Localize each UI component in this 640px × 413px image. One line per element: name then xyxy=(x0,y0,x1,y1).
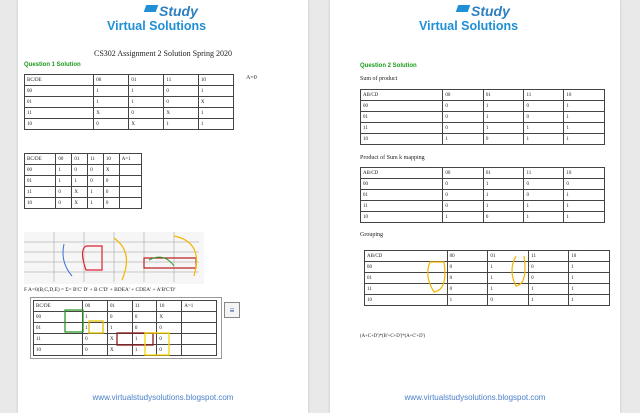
kmap-row xyxy=(25,119,234,130)
kmap-row xyxy=(361,112,605,123)
kmap-cell: 0 xyxy=(443,112,484,123)
kmap-cell: 1 xyxy=(198,86,233,97)
handwritten-kmap-photo xyxy=(30,297,222,359)
kmap-header-cell: 00 xyxy=(94,75,129,86)
kmap-cell: 1 xyxy=(94,97,129,108)
kmap-cell: 1 xyxy=(72,176,88,187)
kmap-header-cell: 10 xyxy=(157,301,182,312)
kmap-row-label: 11 xyxy=(365,284,448,295)
kmap-cell: X xyxy=(157,312,182,323)
kmap-row xyxy=(25,108,234,119)
kmap-row-label: 00 xyxy=(361,179,443,190)
kmap-row-label: 00 xyxy=(34,312,83,323)
kmap-header-cell: 00 xyxy=(443,168,484,179)
kmap-cell: 0 xyxy=(157,334,182,345)
kmap-row xyxy=(361,123,605,134)
kmap-cell: 0 xyxy=(164,86,198,97)
kmap-cell: 1 xyxy=(129,97,164,108)
kmap-cell: 1 xyxy=(524,134,564,145)
kmap-header-cell: BC/DE xyxy=(25,154,56,165)
kmap-cell: 1 xyxy=(564,134,605,145)
logo-study-text: Study xyxy=(159,3,198,19)
kmap-cell: 1 xyxy=(564,101,605,112)
kmap-row-label: 10 xyxy=(361,212,443,223)
kmap-cell: 1 xyxy=(56,176,72,187)
kmap-cell: 0 xyxy=(94,119,129,130)
kmap-cell: 1 xyxy=(443,134,484,145)
kmap-header-cell: 11 xyxy=(524,90,564,101)
kmap-header-cell: 01 xyxy=(129,75,164,86)
kmap-cell: 0 xyxy=(72,165,88,176)
kmap-cell: 0 xyxy=(524,112,564,123)
kmap-cell: 1 xyxy=(524,123,564,134)
kmap-row-label: 10 xyxy=(25,119,94,130)
kmap-cell: 1 xyxy=(564,190,605,201)
kmap-row-label: 01 xyxy=(25,97,94,108)
kmap-row-label: 11 xyxy=(361,201,443,212)
kmap-cell: 1 xyxy=(564,112,605,123)
kmap-cell: 1 xyxy=(83,312,108,323)
product-of-sum-label: Product of Sum k mapping xyxy=(360,155,425,161)
kmap-cell: 0 xyxy=(88,176,104,187)
kmap-cell: X xyxy=(72,198,88,209)
kmap-cell: 0 xyxy=(443,123,484,134)
kmap-cell: 1 xyxy=(483,201,524,212)
brand-logo xyxy=(415,3,535,41)
kmap-header-cell: 10 xyxy=(103,154,119,165)
kmap-cell: 0 xyxy=(56,198,72,209)
kmap-row-label: 01 xyxy=(361,190,443,201)
kmap-row xyxy=(25,97,234,108)
kmap-cell: 0 xyxy=(564,179,605,190)
kmap-cell xyxy=(119,165,141,176)
kmap-cell: 1 xyxy=(569,273,610,284)
kmap-cell: 0 xyxy=(447,273,488,284)
question-1-heading: Question 1 Solution xyxy=(24,62,81,68)
sum-of-product-label: Sum of product xyxy=(360,76,398,82)
kmap-header-cell: AB/CD xyxy=(361,90,443,101)
kmap-row-label: 01 xyxy=(25,176,56,187)
kmap-cell xyxy=(119,198,141,209)
kmap-cell: 0 xyxy=(83,334,108,345)
kmap-cell: 1 xyxy=(564,123,605,134)
kmap-cell: 0 xyxy=(157,323,182,334)
kmap-header-cell: 11 xyxy=(164,75,198,86)
kmap-header-cell: 10 xyxy=(564,90,605,101)
kmap-row-label: 00 xyxy=(25,165,56,176)
kmap-cell: 1 xyxy=(564,201,605,212)
kmap-cell: 0 xyxy=(157,345,182,356)
kmap-cell: 1 xyxy=(129,86,164,97)
kmap-cell: 1 xyxy=(483,123,524,134)
kmap-header-cell: 10 xyxy=(569,251,610,262)
kmap-cell: X xyxy=(108,345,133,356)
graduation-cap-icon xyxy=(456,5,471,12)
kmap-row-label: 00 xyxy=(25,86,94,97)
kmap-cell: 0 xyxy=(443,190,484,201)
kmap-cell: 1 xyxy=(132,345,156,356)
kmap-header-cell: 11 xyxy=(529,251,569,262)
document-page-2 xyxy=(330,0,620,413)
kmap-cell: 1 xyxy=(564,212,605,223)
kmap-cell: X xyxy=(72,187,88,198)
kmap-row xyxy=(25,187,142,198)
kmap-cell: 0 xyxy=(132,323,156,334)
kmap-cell: 1 xyxy=(447,295,488,306)
kmap-cell: 1 xyxy=(443,212,484,223)
logo-study-text: Study xyxy=(471,3,510,19)
kmap-header-cell: A=1 xyxy=(182,301,217,312)
kmap-cell: 0 xyxy=(103,176,119,187)
kmap-row-label: 10 xyxy=(365,295,448,306)
kmap-header-cell: 11 xyxy=(132,301,156,312)
pos-expression: (A+C+D')*(B'+C+D')*(A+C'+D') xyxy=(360,334,426,339)
kmap-header-cell: BC/DE xyxy=(25,75,94,86)
kmap-header-row xyxy=(25,75,234,86)
kmap-row xyxy=(25,176,142,187)
kmap-header-cell: 11 xyxy=(524,168,564,179)
kmap-cell: 0 xyxy=(108,312,133,323)
kmap-row xyxy=(25,198,142,209)
kmap-row-label: 10 xyxy=(34,345,83,356)
kmap-header-cell: AB/CD xyxy=(361,168,443,179)
kmap-row-label: 10 xyxy=(361,134,443,145)
kmap-row xyxy=(25,165,142,176)
kmap-row-label: 11 xyxy=(361,123,443,134)
kmap-row-label: 00 xyxy=(361,101,443,112)
document-title: CS302 Assignment 2 Solution Spring 2020 xyxy=(93,49,233,58)
kmap-row xyxy=(361,212,605,223)
grouping-kmap-image xyxy=(364,246,614,308)
kmap-cell: 1 xyxy=(164,119,198,130)
kmap-table-a0 xyxy=(24,74,234,130)
kmap-cell: 1 xyxy=(529,284,569,295)
kmap-row xyxy=(361,101,605,112)
kmap-header-cell: 10 xyxy=(198,75,233,86)
kmap-cell: 1 xyxy=(83,323,108,334)
document-page-1 xyxy=(18,0,308,413)
kmap-table-a1 xyxy=(24,153,142,209)
expression-f: F A=0(B,C,D,E) = Σ= B'C' D' + B C'D' + BDEA' + CDEA' + A'B'C'D' xyxy=(24,287,176,293)
kmap-cell: 0 xyxy=(132,312,156,323)
kmap-cell: 1 xyxy=(488,273,529,284)
kmap-cell: 0 xyxy=(103,198,119,209)
kmap-cell xyxy=(119,187,141,198)
kmap-cell: 0 xyxy=(483,134,524,145)
kmap-header-cell: 00 xyxy=(443,90,484,101)
layout-options-icon[interactable]: ≡ xyxy=(224,302,240,318)
kmap-row xyxy=(361,190,605,201)
graduation-cap-icon xyxy=(144,5,159,12)
kmap-row-label: 01 xyxy=(34,323,83,334)
kmap-table-sop xyxy=(360,89,605,145)
kmap-row-label: 10 xyxy=(25,198,56,209)
kmap-cell: 0 xyxy=(529,262,569,273)
kmap-cell: 1 xyxy=(569,295,610,306)
kmap-cell: 1 xyxy=(198,119,233,130)
kmap-cell: 1 xyxy=(94,86,129,97)
kmap-cell: 1 xyxy=(488,284,529,295)
kmap-row-label: 01 xyxy=(365,273,448,284)
kmap-row-label: 11 xyxy=(25,187,56,198)
kmap-header-cell: AB/CD xyxy=(365,251,448,262)
kmap-cell: X xyxy=(94,108,129,119)
kmap-cell: 0 xyxy=(524,190,564,201)
kmap-header-cell: 10 xyxy=(564,168,605,179)
kmap-cell: X xyxy=(108,334,133,345)
kmap-cell: 1 xyxy=(483,190,524,201)
kmap-header-cell: 00 xyxy=(83,301,108,312)
footer-link[interactable]: www.virtualstudysolutions.blogspot.com xyxy=(404,393,546,402)
kmap-cell: 0 xyxy=(103,187,119,198)
kmap-cell: 1 xyxy=(108,323,133,334)
kmap-row xyxy=(25,86,234,97)
kmap-header-cell: 01 xyxy=(72,154,88,165)
kmap-cell: X xyxy=(164,108,198,119)
kmap-cell: 1 xyxy=(132,334,156,345)
kmap-cell: 0 xyxy=(56,187,72,198)
kmap-header-row xyxy=(361,90,605,101)
kmap-cell: 0 xyxy=(83,345,108,356)
kmap-a0-tag: A=0 xyxy=(246,75,257,81)
kmap-table-pos xyxy=(360,167,605,223)
kmap-cell: 0 xyxy=(529,273,569,284)
kmap-cell: 1 xyxy=(524,201,564,212)
kmap-cell: 1 xyxy=(569,262,610,273)
kmap-header-cell: 00 xyxy=(56,154,72,165)
kmap-header-cell: 11 xyxy=(88,154,104,165)
kmap-cell xyxy=(119,176,141,187)
kmap-cell: 1 xyxy=(524,212,564,223)
kmap-cell: 1 xyxy=(488,262,529,273)
kmap-header-row xyxy=(25,154,142,165)
kmap-header-cell: 01 xyxy=(483,168,524,179)
kmap-cell: 0 xyxy=(447,284,488,295)
kmap-header-row xyxy=(361,168,605,179)
kmap-cell: 0 xyxy=(524,101,564,112)
footer-link[interactable]: www.virtualstudysolutions.blogspot.com xyxy=(92,393,234,402)
kmap-cell: 0 xyxy=(443,201,484,212)
kmap-row xyxy=(361,134,605,145)
kmap-cell: 1 xyxy=(88,198,104,209)
question-2-heading: Question 2 Solution xyxy=(360,63,417,69)
kmap-cell: 1 xyxy=(483,179,524,190)
kmap-row-label: 00 xyxy=(365,262,448,273)
kmap-header-cell: A=1 xyxy=(119,154,141,165)
kmap-cell: 0 xyxy=(488,295,529,306)
kmap-cell: X xyxy=(198,97,233,108)
kmap-row-label: 01 xyxy=(361,112,443,123)
kmap-cell: 1 xyxy=(198,108,233,119)
kmap-row xyxy=(361,179,605,190)
kmap-cell: 0 xyxy=(443,179,484,190)
brand-logo xyxy=(103,3,223,41)
kmap-cell: X xyxy=(103,165,119,176)
logo-virtual-solutions-text: Virtual Solutions xyxy=(107,19,207,33)
kmap-header-cell: 01 xyxy=(483,90,524,101)
kmap-header-cell: 00 xyxy=(447,251,488,262)
kmap-row-label: 11 xyxy=(25,108,94,119)
kmap-row-label: 11 xyxy=(34,334,83,345)
kmap-cell: 0 xyxy=(447,262,488,273)
kmap-cell: 0 xyxy=(88,165,104,176)
kmap-cell: X xyxy=(129,119,164,130)
kmap-cell: 1 xyxy=(56,165,72,176)
kmap-cell: 0 xyxy=(164,97,198,108)
kmap-cell: 1 xyxy=(569,284,610,295)
kmap-cell: 0 xyxy=(129,108,164,119)
kmap-cell: 0 xyxy=(483,212,524,223)
kmap-header-cell: BC/DE xyxy=(34,301,83,312)
kmap-cell: 1 xyxy=(88,187,104,198)
kmap-cell: 1 xyxy=(483,112,524,123)
kmap-cell: 1 xyxy=(483,101,524,112)
kmap-row xyxy=(361,201,605,212)
kmap-cell: 1 xyxy=(529,295,569,306)
kmap-header-cell: 01 xyxy=(488,251,529,262)
handwritten-kmap-sketch xyxy=(24,232,204,284)
logo-virtual-solutions-text: Virtual Solutions xyxy=(419,19,519,33)
grouping-label: Grouping xyxy=(360,232,383,238)
kmap-cell: 0 xyxy=(443,101,484,112)
kmap-cell: 0 xyxy=(524,179,564,190)
kmap-header-cell: 01 xyxy=(108,301,133,312)
